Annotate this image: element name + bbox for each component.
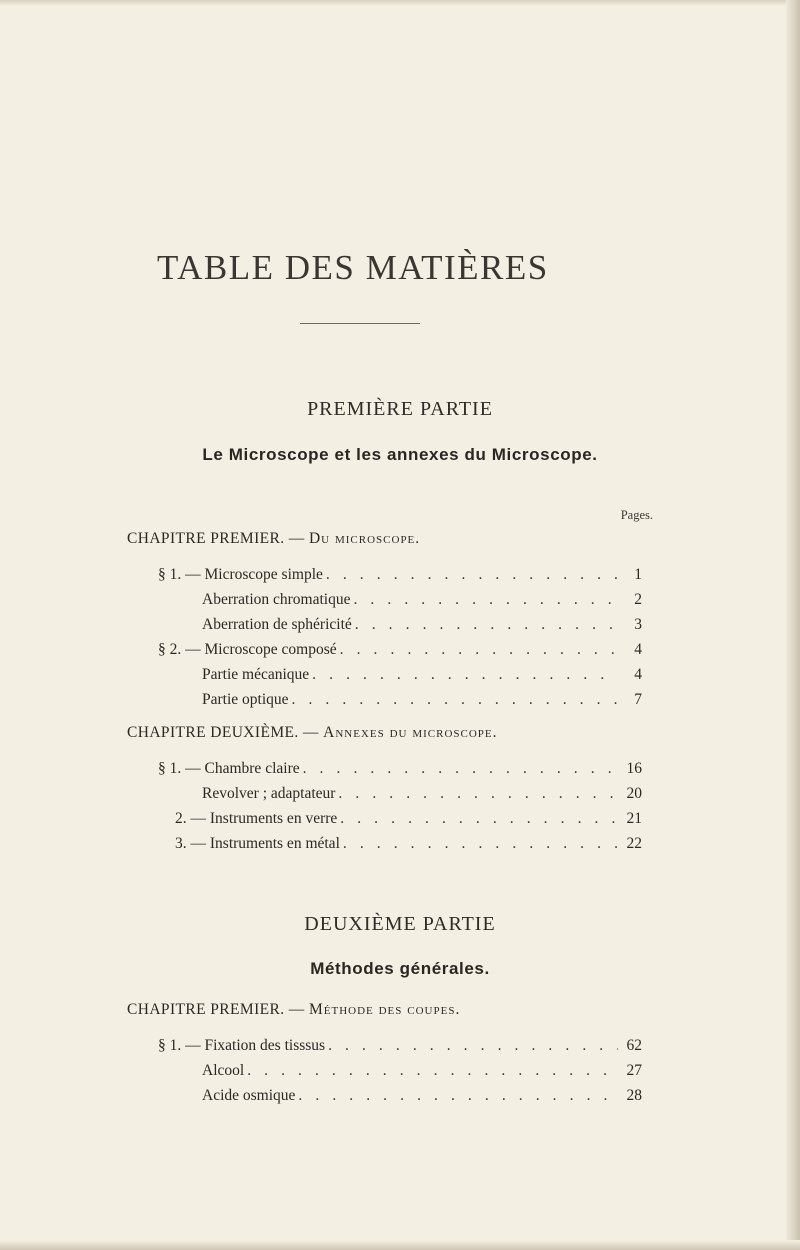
leader-dots (340, 810, 618, 828)
leader-dots (312, 666, 618, 684)
page-bottom-edge (0, 1240, 800, 1250)
part-subtitle-1: Le Microscope et les annexes du Microscope. (202, 445, 598, 464)
toc-entry[interactable] (202, 616, 642, 638)
chapter-name: Annexes du microscope. (323, 724, 498, 741)
toc-entry-page: 21 (626, 810, 642, 827)
toc-entry[interactable] (158, 1037, 642, 1059)
chapter-prefix: CHAPITRE PREMIER. — (127, 1001, 309, 1018)
leader-dots (340, 641, 618, 659)
part-title-2: DEUXIÈME PARTIE (304, 913, 496, 935)
toc-entry-page: 2 (634, 591, 642, 608)
chapter-heading (127, 530, 420, 548)
toc-entry[interactable] (158, 641, 642, 663)
toc-entry[interactable] (202, 1087, 642, 1109)
toc-entry-label: § 2. — Microscope composé (158, 641, 337, 658)
pages-column-label: Pages. (620, 508, 653, 522)
chapter-prefix: CHAPITRE PREMIER. — (127, 530, 309, 547)
toc-entry-label: Aberration chromatique (202, 591, 351, 608)
toc-entry-page: 1 (634, 566, 642, 583)
toc-entry-label: 3. — Instruments en métal (175, 835, 340, 852)
leader-dots (292, 691, 618, 709)
leader-dots (343, 835, 618, 853)
toc-entry-page: 16 (626, 760, 642, 777)
toc-entry-label: Aberration de sphéricité (202, 616, 352, 633)
toc-entry-label: Revolver ; adaptateur (202, 785, 336, 802)
toc-entry-page: 4 (634, 666, 642, 683)
toc-entry-label: Partie mécanique (202, 666, 310, 683)
toc-entry-page: 7 (634, 691, 642, 708)
leader-dots (328, 1037, 618, 1055)
toc-entry-label: § 1. — Fixation des tisssus (158, 1037, 326, 1054)
chapter-heading (127, 1001, 460, 1019)
title-divider (300, 323, 420, 324)
toc-entry-label: Acide osmique (202, 1087, 296, 1104)
leader-dots (298, 1087, 618, 1105)
toc-entry-label: § 1. — Chambre claire (158, 760, 300, 777)
toc-entry-page: 3 (634, 616, 642, 633)
toc-entry[interactable] (202, 591, 642, 613)
page-top-edge (0, 0, 800, 6)
toc-entry[interactable] (175, 835, 642, 857)
leader-dots (338, 785, 618, 803)
leader-dots (353, 591, 618, 609)
toc-entry-page: 4 (634, 641, 642, 658)
toc-entry[interactable] (202, 666, 642, 688)
page-right-edge (786, 0, 800, 1250)
toc-entry-page: 62 (626, 1037, 642, 1054)
toc-entry-label: Partie optique (202, 691, 289, 708)
leader-dots (247, 1062, 618, 1080)
toc-entry-label: Alcool (202, 1062, 245, 1079)
leader-dots (326, 566, 618, 584)
toc-entry-label: 2. — Instruments en verre (175, 810, 338, 827)
toc-entry-page: 20 (626, 785, 642, 802)
part-title-1: PREMIÈRE PARTIE (307, 398, 493, 420)
toc-entry[interactable] (175, 810, 642, 832)
toc-entry[interactable] (202, 691, 642, 713)
toc-entry[interactable] (158, 760, 642, 782)
toc-entry-page: 28 (626, 1087, 642, 1104)
toc-entry-page: 27 (626, 1062, 642, 1079)
page-title: TABLE DES MATIÈRES (157, 248, 549, 287)
chapter-heading (127, 724, 498, 742)
leader-dots (303, 760, 618, 778)
toc-entry[interactable] (202, 1062, 642, 1084)
toc-entry-page: 22 (626, 835, 642, 852)
chapter-name: Méthode des coupes. (308, 1001, 461, 1018)
leader-dots (355, 616, 618, 634)
part-subtitle-2: Méthodes générales. (310, 959, 490, 978)
chapter-prefix: CHAPITRE DEUXIÈME. — (127, 724, 324, 741)
toc-entry-label: § 1. — Microscope simple (158, 566, 323, 583)
toc-entry[interactable] (158, 566, 642, 588)
chapter-name: Du microscope. (308, 530, 421, 547)
toc-entry[interactable] (202, 785, 642, 807)
